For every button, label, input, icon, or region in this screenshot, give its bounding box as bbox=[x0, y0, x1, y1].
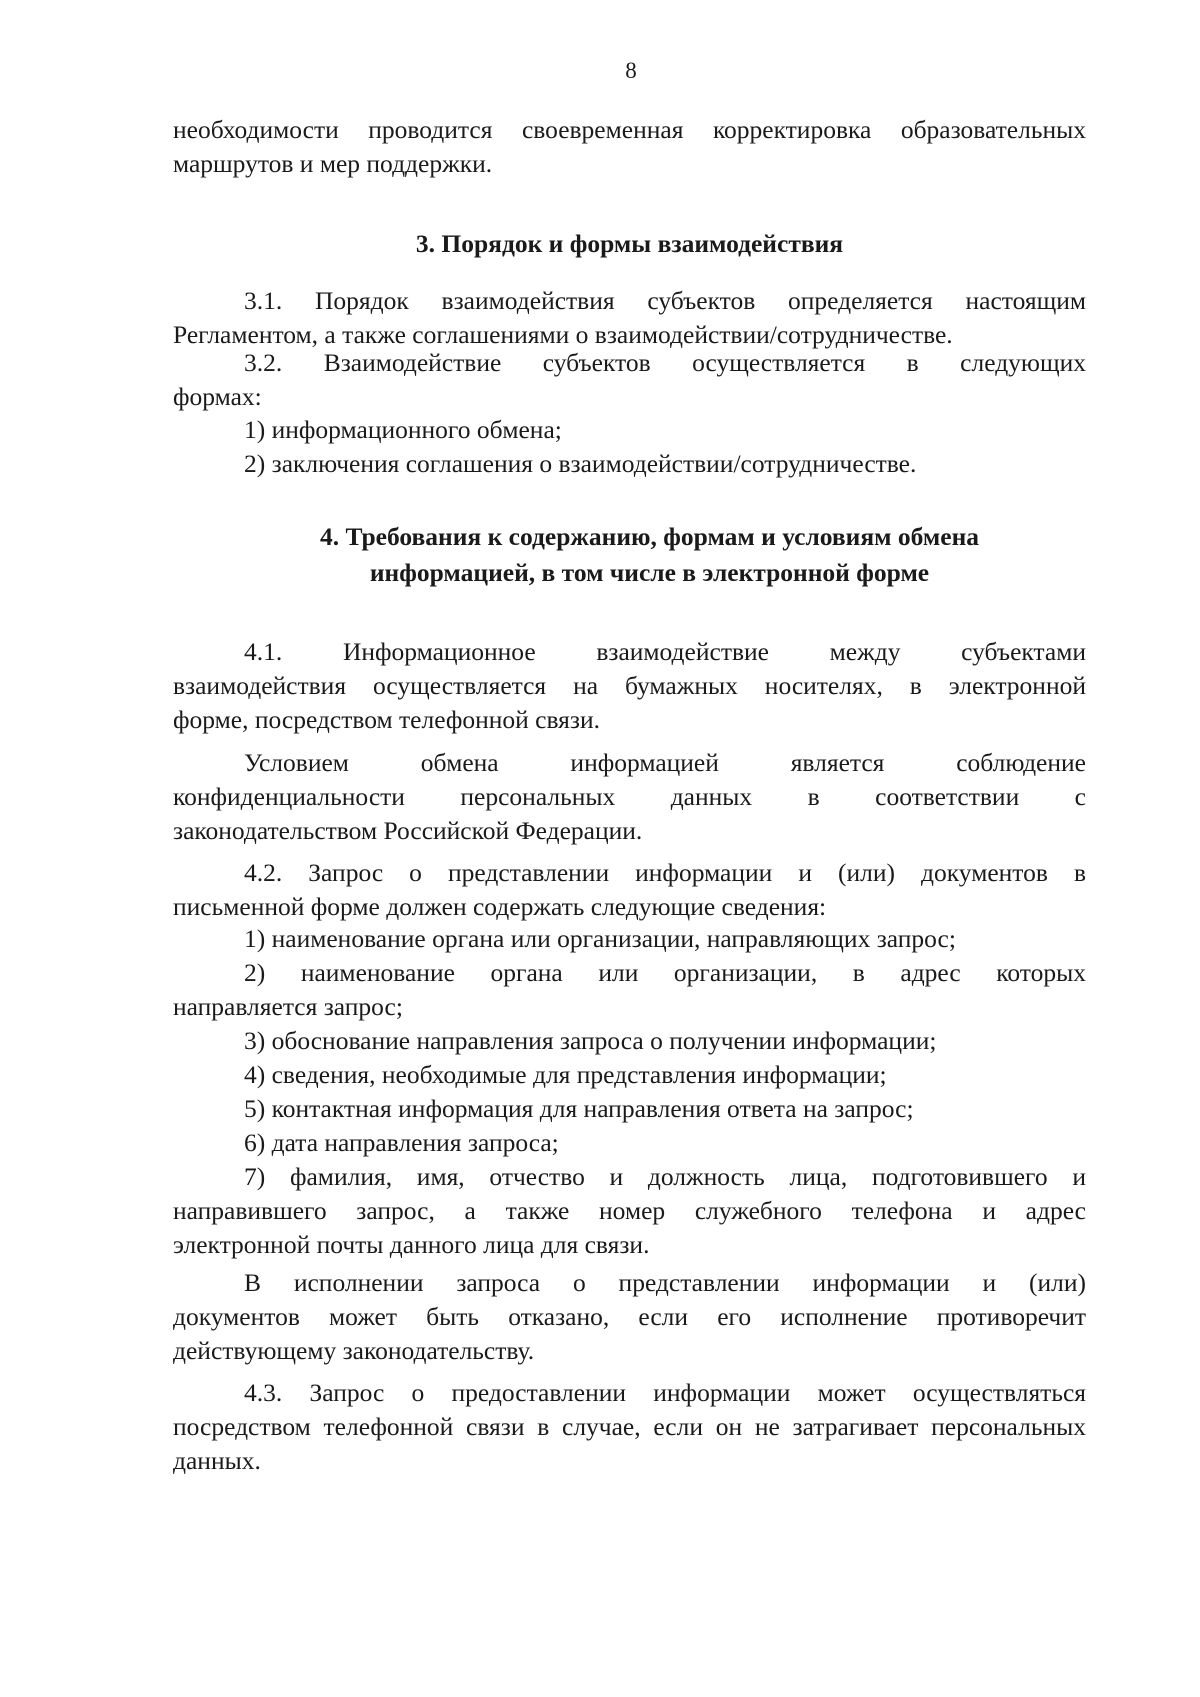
text-line: документов может быть отказано, если его исполнение противоречит bbox=[173, 1302, 1086, 1331]
list-item: 7) фамилия, имя, отчество и должность лица, подготовившего и bbox=[244, 1162, 1086, 1191]
paragraph-3-2 bbox=[173, 346, 1086, 414]
text-line: 4.3. Запрос о предоставлении информации может осуществляться bbox=[244, 1378, 1086, 1407]
text-line: 4.2. Запрос о представлении информации и (или) документов в bbox=[244, 858, 1086, 887]
text-line: законодательством Российской Федерации. bbox=[173, 816, 643, 845]
text-line: действующему законодательству. bbox=[173, 1336, 535, 1365]
text-line: маршрутов и мер поддержки. bbox=[173, 149, 493, 178]
text-line: формах: bbox=[173, 382, 262, 411]
section-title: 3. Порядок и формы взаимодействия bbox=[415, 229, 844, 258]
text-line: форме, посредством телефонной связи. bbox=[173, 705, 601, 734]
list-item: 1) наименование органа или организации, направляющих запрос; bbox=[244, 924, 956, 953]
list-item: 6) дата направления запроса; bbox=[244, 1128, 559, 1157]
text-line: Условием обмена информацией является соблюдение bbox=[244, 748, 1086, 777]
text-line: конфиденциальности персональных данных в соответствии с bbox=[173, 782, 1086, 811]
list-item: 3) обоснование направления запроса о получении информации; bbox=[244, 1026, 937, 1055]
paragraph-4-3 bbox=[173, 1376, 1086, 1478]
text-line: данных. bbox=[173, 1446, 261, 1475]
paragraph-4-1 bbox=[173, 635, 1086, 737]
continuation-paragraph bbox=[173, 113, 1086, 181]
paragraph-4-2 bbox=[173, 856, 1086, 924]
refusal-paragraph bbox=[173, 1266, 1086, 1368]
section-3-heading bbox=[173, 226, 1086, 262]
list-item-continuation: направившего запрос, а также номер служебного телефона и адрес bbox=[173, 1196, 1086, 1225]
forms-list bbox=[173, 413, 1086, 481]
request-requirements-list bbox=[173, 922, 1086, 1262]
list-item-continuation: электронной почты данного лица для связи. bbox=[173, 1230, 650, 1259]
text-line: необходимости проводится своевременная корректировка образовательных bbox=[173, 115, 1086, 144]
text-line: В исполнении запроса о представлении информации и (или) bbox=[244, 1268, 1086, 1297]
text-line: 3.1. Порядок взаимодействия субъектов определяется настоящим bbox=[244, 286, 1086, 315]
section-title-line: 4. Требования к содержанию, формам и условиям обмена bbox=[319, 522, 980, 551]
section-title-line: информацией, в том числе в электронной форме bbox=[369, 558, 930, 587]
text-line: Регламентом, а также соглашениями о взаимодействии/сотрудничестве. bbox=[173, 320, 953, 349]
text-line: 3.2. Взаимодействие субъектов осуществляется в следующих bbox=[244, 348, 1086, 377]
list-item: 4) сведения, необходимые для представления информации; bbox=[244, 1060, 887, 1089]
list-item: 5) контактная информация для направления ответа на запрос; bbox=[244, 1094, 914, 1123]
text-line: письменной форме должен содержать следующие сведения: bbox=[173, 892, 827, 921]
list-item-continuation: направляется запрос; bbox=[173, 992, 403, 1021]
section-4-heading bbox=[193, 519, 1106, 591]
paragraph-3-1 bbox=[173, 284, 1086, 352]
list-item: 1) информационного обмена; bbox=[244, 415, 562, 444]
list-item: 2) наименование органа или организации, в адрес которых bbox=[244, 958, 1086, 987]
condition-paragraph bbox=[173, 746, 1086, 848]
text-line: взаимодействия осуществляется на бумажных носителях, в электронной bbox=[173, 671, 1086, 700]
page-number: 8 bbox=[625, 58, 637, 83]
list-item: 2) заключения соглашения о взаимодействии/сотрудничестве. bbox=[244, 449, 917, 478]
text-line: посредством телефонной связи в случае, если он не затрагивает персональных bbox=[173, 1412, 1086, 1441]
text-line: 4.1. Информационное взаимодействие между субъектами bbox=[244, 637, 1086, 666]
